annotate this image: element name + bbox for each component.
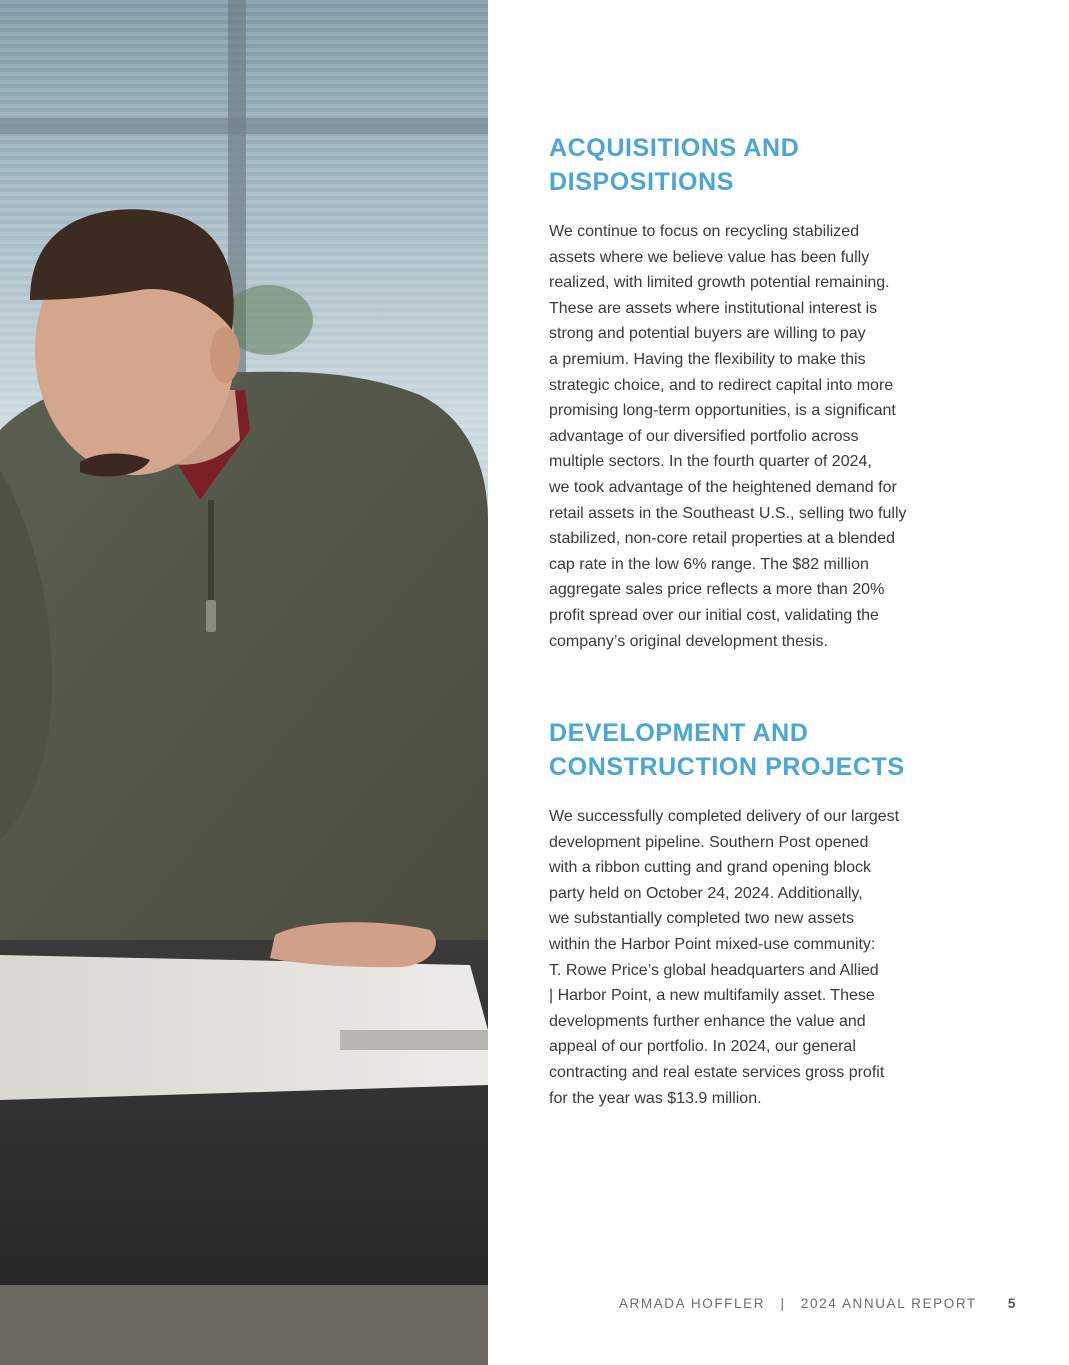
body-line: for the year was $13.9 million.	[549, 1089, 762, 1107]
body-line: development pipeline. Southern Post opened	[549, 833, 869, 851]
photo-icon	[0, 0, 488, 1365]
body-line: multiple sectors. In the fourth quarter of 2024,	[549, 453, 872, 471]
text-column	[549, 131, 949, 1111]
body-line: assets where we believe value has been fully	[549, 248, 870, 266]
footer-separator: |	[780, 1296, 786, 1311]
body-line: company’s original development thesis.	[549, 632, 828, 650]
body-line: party held on October 24, 2024. Additionally,	[549, 884, 863, 902]
body-line: appeal of our portfolio. In 2024, our general	[549, 1038, 856, 1056]
body-line: contracting and real estate services gross profit	[549, 1064, 885, 1082]
section-heading	[549, 131, 949, 199]
body-line: These are assets where institutional interest is	[549, 299, 878, 317]
body-line: advantage of our diversified portfolio across	[549, 427, 859, 445]
body-line: | Harbor Point, a new multifamily asset. These	[549, 987, 875, 1005]
body-line: promising long-term opportunities, is a significant	[549, 402, 896, 420]
heading-line: CONSTRUCTION PROJECTS	[549, 753, 905, 782]
body-line: we took advantage of the heightened demand for	[549, 478, 897, 496]
section-body	[549, 219, 949, 654]
footer-company: ARMADA HOFFLER	[618, 1296, 766, 1311]
section-development	[549, 716, 949, 1111]
body-line: We successfully completed delivery of our largest	[549, 808, 900, 826]
heading-line: ACQUISITIONS AND	[549, 134, 800, 162]
body-line: stabilized, non-core retail properties at a blended	[549, 530, 895, 548]
body-line: realized, with limited growth potential remaining.	[549, 274, 890, 292]
body-line: strategic choice, and to redirect capital into more	[549, 376, 894, 394]
body-line: within the Harbor Point mixed-use community:	[549, 936, 876, 954]
section-acquisitions	[549, 131, 949, 654]
body-line: profit spread over our initial cost, validating the	[549, 606, 879, 624]
body-line: we substantially completed two new assets	[549, 910, 855, 928]
body-line: retail assets in the Southeast U.S., selling two fully	[549, 504, 907, 522]
body-line: cap rate in the low 6% range. The $82 million	[549, 555, 869, 573]
photo-man-reviewing-plans	[0, 0, 488, 1365]
body-line: aggregate sales price reflects a more than 20%	[549, 581, 885, 599]
section-body	[549, 804, 949, 1111]
footer-report-title: 2024 ANNUAL REPORT	[800, 1296, 977, 1311]
section-heading	[549, 716, 949, 784]
heading-line: DEVELOPMENT AND	[549, 719, 809, 748]
body-line: strong and potential buyers are willing to pay	[549, 325, 866, 343]
page-footer	[619, 1296, 1017, 1311]
page-number: 5	[1007, 1296, 1017, 1311]
body-line: with a ribbon cutting and grand opening block	[549, 859, 871, 877]
body-line: We continue to focus on recycling stabilized	[549, 223, 860, 240]
heading-line: DISPOSITIONS	[549, 168, 735, 196]
body-line: a premium. Having the flexibility to make this	[549, 350, 866, 368]
body-line: developments further enhance the value and	[549, 1012, 866, 1030]
body-line: T. Rowe Price’s global headquarters and Allied	[549, 961, 879, 979]
